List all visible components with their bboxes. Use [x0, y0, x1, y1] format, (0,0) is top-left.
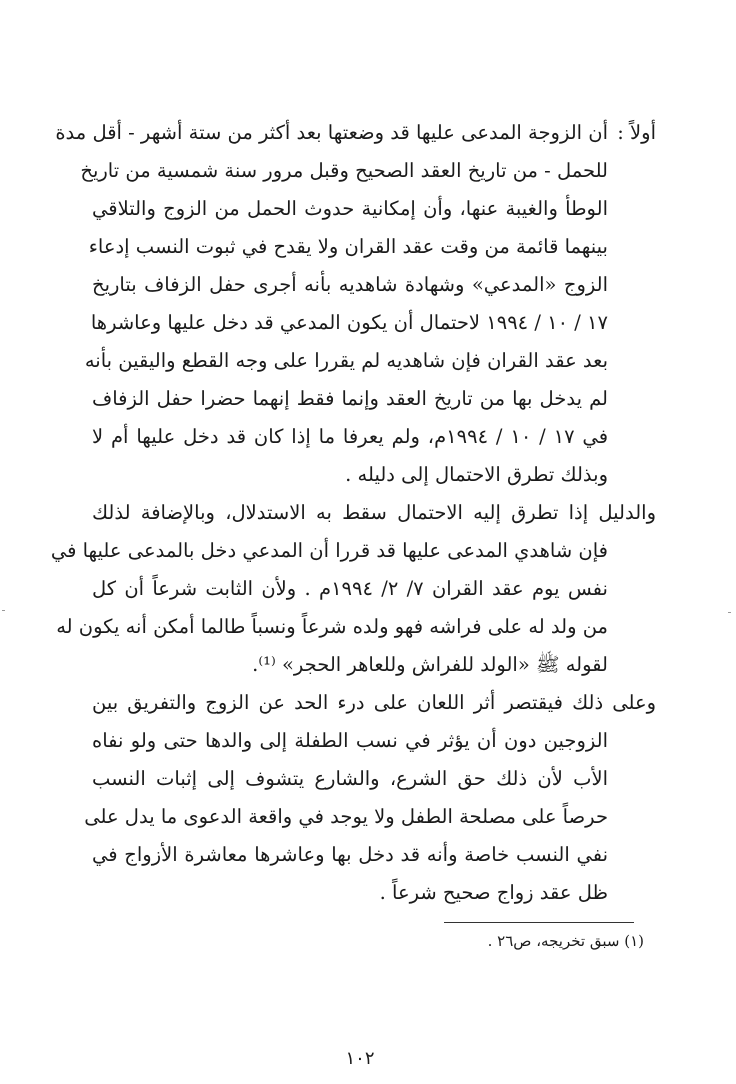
para1-line-7: بعد عقد القران فإن شاهديه لم يقررا على وجه القطع واليقين بأنه [84, 349, 608, 372]
footnote-rule [444, 922, 634, 923]
para1-line-4: بينهما قائمة من وقت عقد القران ولا يقدح في ثبوت النسب إدعاء [88, 235, 608, 258]
scan-mark-right [728, 612, 731, 613]
para2-line-3: نفس يوم عقد القران ٧/ ٢/ ١٩٩٤م . ولأن الثابت شرعاً أن كل [92, 577, 608, 600]
para1-line-10: وبذلك تطرق الاحتمال إلى دليله . [345, 463, 608, 486]
para1-line-2: للحمل - من تاريخ العقد الصحيح وقبل مرور سنة شمسية من تاريخ [80, 159, 608, 182]
para3-line-2: الزوجين دون أن يؤثر في نسب الطفلة إلى والدها حتى ولو نفاه [92, 729, 608, 752]
para1-line-9: في ١٧ / ١٠ / ١٩٩٤م، ولم يعرفا ما إذا كان قد دخل عليها أم لا [92, 425, 609, 448]
para1-line-6: ١٧ / ١٠ / ١٩٩٤ لاحتمال أن يكون المدعي قد دخل عليها وعاشرها [90, 311, 608, 334]
para2-line-1: والدليل إذا تطرق إليه الاحتمال سقط به الاستدلال، وبالإضافة لذلك [92, 501, 656, 524]
page-number: ١٠٢ [345, 1048, 375, 1069]
para3-line-5: نفي النسب خاصة وأنه قد دخل بها وعاشرها معاشرة الأزواج في [92, 843, 608, 866]
para1-line-5: الزوج «المدعي» وشهادة شاهديه بأنه أجرى حفل الزفاف بتاريخ [92, 273, 608, 296]
para3-line-3: الأب لأن ذلك حق الشرع، والشارع يتشوف إلى إثبات النسب [92, 767, 608, 790]
scan-mark-left [2, 610, 5, 611]
para2-line-2: فإن شاهدي المدعى عليها قد قررا أن المدعي دخل بالمدعى عليها في [50, 539, 608, 562]
point-label: أولاً : [617, 121, 656, 144]
para2-line-4: من ولد له على فراشه فهو ولده شرعاً ونسباً طالما أمكن أنه يكون له [56, 615, 608, 638]
para1-line-1: أن الزوجة المدعى عليها قد وضعتها بعد أكثر من ستة أشهر - أقل مدة [55, 121, 608, 144]
para2-line-5: لقوله ﷺ «الولد للفراش وللعاهر الحجر» ⁽¹⁾. [252, 653, 608, 676]
para3-line-6: ظل عقد زواج صحيح شرعاً . [379, 881, 608, 904]
para3-line-4: حرصاً على مصلحة الطفل ولا يوجد في واقعة الدعوى ما يدل على [84, 805, 608, 828]
para1-line-3: الوطأ والغيبة عنها، وأن إمكانية حدوث الحمل من الزوج والتلاقي [92, 197, 608, 220]
para1-line-8: لم يدخل بها من تاريخ العقد وإنما فقط إنهما حضرا حفل الزفاف [92, 387, 608, 410]
para3-line-1: وعلى ذلك فيقتصر أثر اللعان على درء الحد عن الزوج والتفريق بين [92, 691, 656, 714]
footnote: (١) سبق تخريجه، ص٢٦ . [487, 932, 644, 950]
